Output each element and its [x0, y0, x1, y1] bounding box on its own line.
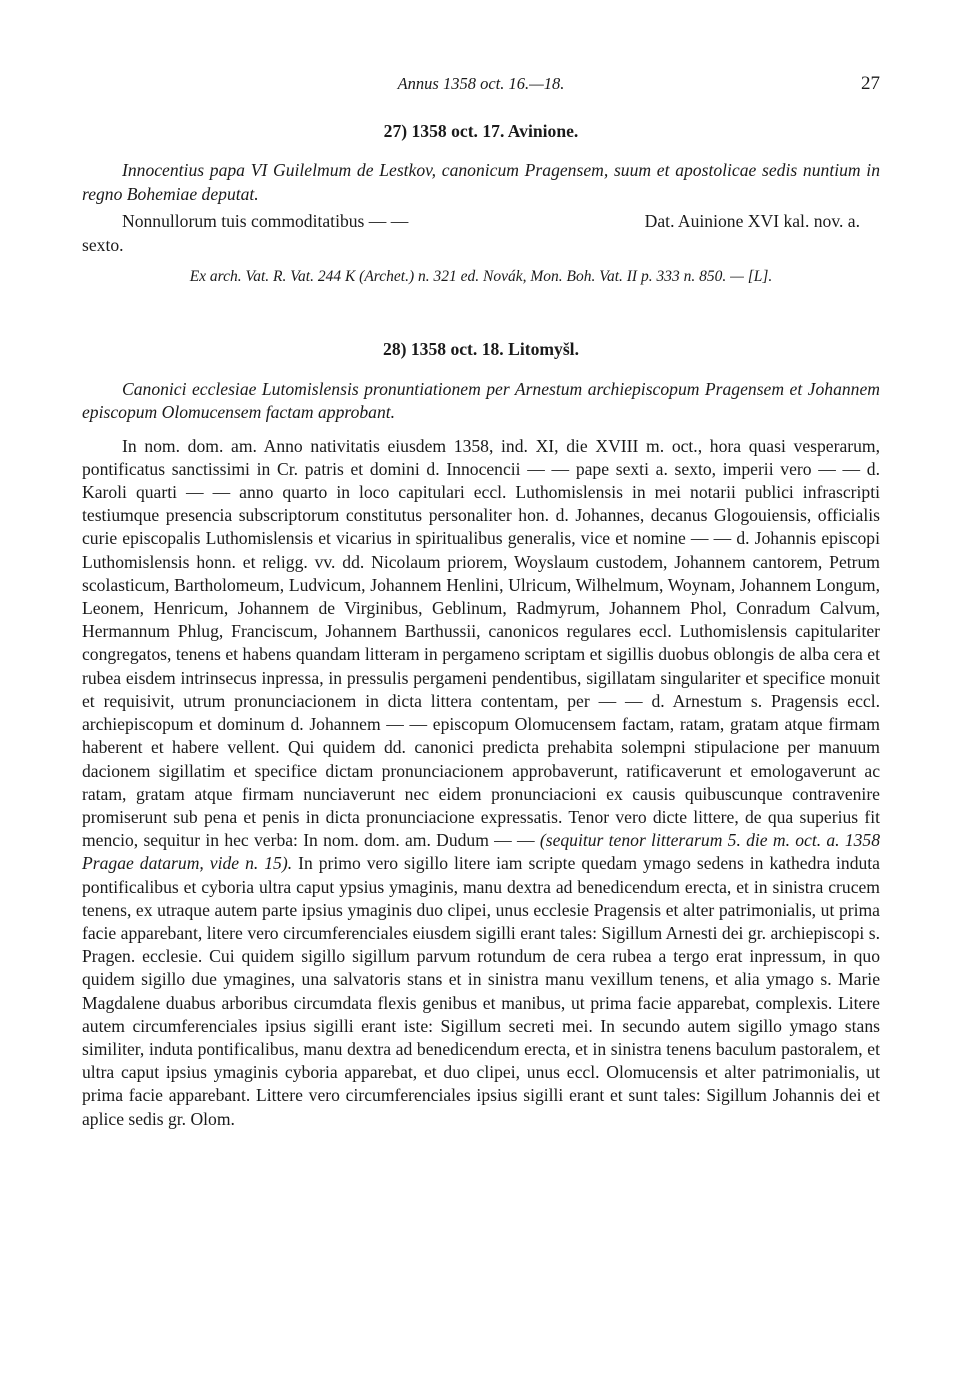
- document-heading: 27) 1358 oct. 17. Avinione.: [383, 121, 579, 141]
- running-head: [82, 72, 880, 98]
- document-text: [82, 435, 880, 1131]
- document-regest: Canonici ecclesiae Lutomislensis pronuntiationem per Arnestum archiepiscopum Pragensem et Johannem episcopum Olomucensem factam approbant.: [82, 378, 880, 423]
- document-text-part2: In primo vero sigillo litere iam scripte quedam ymago sedens in kathedra induta pontificalibus et cyboria ultra caput ypsius ymaginis, manu dextra ad benedicendum erecta, et in sinistra crucem tenens, ex utraque autem parte ipsius ymaginis duo clipei, unus ecclesie Pragensis et alter patrimonialis, ut prima facie apparebant, litere vero circumferenciales eiusdem sigilli erant tales: Sigillum Arnesti dei gr. archiepiscopi s. Pragen. ecclesie. Cui quidem sigillo sigillum parvum rotundum de cera rubea a tergo erat inpressum, in quo quidem sigillo due ymagines, una salvatoris stans et in sinistra manu vexillum tenens, et alia ymago s. Marie Magdalene duabus arboribus circumdata flexis genibus et manibus, ut prima facie apparebat, complexis. Litere autem circumferenciales ipsius sigilli erant iste: Sigillum secreti mei. In secundo autem sigillo ymago stans similiter, induta pontificalibus, manu dextra ad benedicendum erecta, et in sinistra tenens baculum pastoralem, et ultra caput ipsius ymaginis cyboria apparebat, et duo clipei, unus eccl. Olomucensis et alter patrimonialis, ut prima facie apparebant. Littere vero circumferenciales ipsius sigilli erant et sunt tales: Sigillum Johannis dei et aplice sedis gr. Olom.: [82, 853, 880, 1129]
- document-entry: [82, 120, 880, 288]
- document-entry: [82, 338, 880, 1130]
- editorial-note: (sequitur tenor litterarum 5. die m. oct. a. 1358 Pragae datarum, vide n. 15).: [82, 830, 881, 874]
- source-note: Ex arch. Vat. R. Vat. 244 K (Archet.) n. 321 ed. Novák, Mon. Boh. Vat. II p. 333 n. 850. — [L].: [189, 268, 773, 286]
- document-regest: Innocentius papa VI Guilelmum de Lestkov, canonicum Pragensem, suum et apostolicae sedis nuntium in regno Bohemiae deputat.: [82, 160, 880, 204]
- incipit: Nonnullorum tuis commoditatibus — —: [122, 211, 409, 232]
- document-text-part1: In nom. dom. am. Anno nativitatis eiusdem 1358, ind. XI, die XVIII m. oct., hora quasi vesperarum, pontificatus sanctissimi in Cr. patris et domini d. Innocencii — — pape sexti a. sexto, imperii vero — — d. Karoli quarti — — anno quarto in loco capitulari eccl. Luthomislensis in mei notarii publici infrascripti testiumque presencia subscriptorum constitutus personaliter hon. d. Johannes, decanus Glogouiensis, officialis curie episcopalis Luthomislensis et vicarius in spiritualibus generalis, vice et nomine — — d. Johannis episcopi Luthomislensis honn. et religg. vv. dd. Nicolaum priorem, Woyslaum custodem, Johannem cantorem, Petrum scolasticum, Bartholomeum, Ludvicum, Johannem Henlini, Ulricum, Wilhelmum, Woynam, Johannem Longum, Leonem, Henricum, Johannem de Virginibus, Geblinum, Radmyrum, Johannem Phol, Conradum Calvum, Hermannum Phlug, Franciscum, Johannem Barthussii, canonicos regulares eccl. Luthomislensis capitulariter congregatos, tenens et habens quandam litteram in pergameno scriptam et sigillis duobus oblongis de alba cera et rubea eisdem intrinsecus inpressa, in pressulis pergameni pendentibus, sigillatam singulariter et specifice monuit et requisivit, utrum pronunciacionem in dicta littera contentam, per — — d. Arnestum s. Pragensis eccl. archiepiscopum et dominum d. Johannem — — episcopum Olomucensem factam, ratam, gratam atque firmam haberent et habere vellent. Qui quidem dd. canonici predicta prehabita solempni stipulacione per manuum dacionem sigillatim et specifice dictam pronunciacionem approbaverunt, ratificaverunt et emologaverunt ac ratam, gratam atque firmam nunciaverunt nec eidem pronunciacioni ex causis quibuscunque contravenire promiserunt sub pena et penis in dicta pronunciacione expressatis. Tenor vero dicte littere, de qua superius fit mencio, sequitur in hec verba: In nom. dom. am. Dudum — —: [82, 435, 880, 851]
- page-number: 27: [861, 73, 880, 94]
- running-title: Annus 1358 oct. 16.—18.: [397, 74, 565, 93]
- incipit-line: [82, 210, 880, 233]
- document-heading: 28) 1358 oct. 18. Litomyšl.: [383, 339, 579, 360]
- dating-clause: Dat. Auinione XVI kal. nov. a.: [644, 211, 860, 232]
- dating-continuation: sexto.: [82, 234, 124, 255]
